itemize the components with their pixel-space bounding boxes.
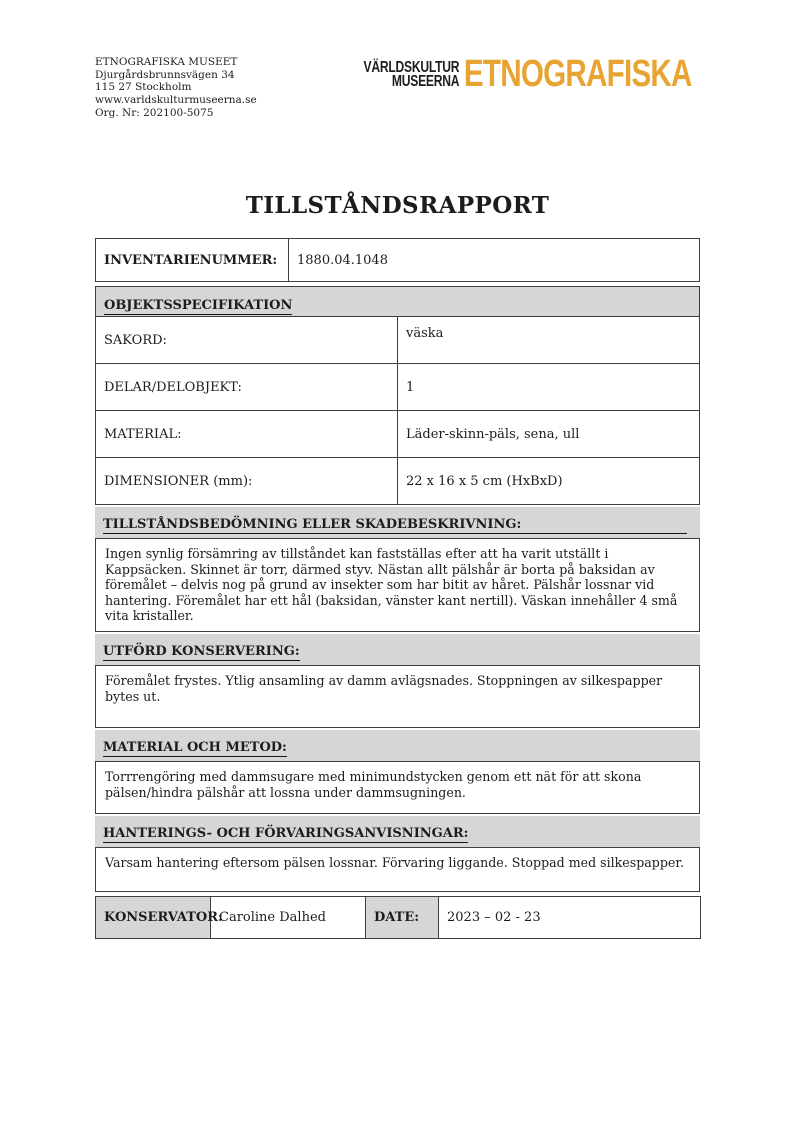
address-line-street: Djurgårdsbrunnsvägen 34: [95, 68, 235, 81]
object-spec-table: [95, 286, 700, 505]
section-handling-body: Varsam hantering eftersom pälsen lossnar. Förvaring liggande. Stoppad med silkespapper.: [95, 847, 700, 892]
spec-row-material: [96, 411, 700, 458]
spec-row-dimensioner: [96, 458, 700, 505]
address-line-city: 115 27 Stockholm: [95, 81, 192, 94]
inventory-label: INVENTARIENUMMER:: [96, 239, 289, 282]
address-line-website: www.varldskulturmuseerna.se: [95, 94, 257, 107]
section-condition: [95, 507, 700, 632]
report-content: [95, 0, 700, 939]
section-condition-header-band: [95, 507, 700, 538]
section-handling: [95, 816, 700, 892]
conservator-label: KONSERVATOR:: [96, 896, 211, 938]
object-spec-header: OBJEKTSSPECIFIKATION: [104, 298, 293, 313]
logo-line-varldskultur: VÄRLDSKULTUR: [363, 59, 460, 76]
spec-label: DIMENSIONER (mm):: [96, 458, 398, 505]
spec-value: 22 x 16 x 5 cm (HxBxD): [398, 458, 700, 505]
object-spec-header-row: [96, 287, 700, 317]
logo-line-museerna: MUSEERNA: [392, 73, 460, 90]
spec-label: SAKORD:: [96, 317, 398, 364]
inventory-row: [96, 239, 700, 282]
section-material-method-header: MATERIAL OCH METOD:: [103, 739, 287, 755]
museum-logo: [363, 53, 692, 95]
conservator-value: Caroline Dalhed: [211, 896, 366, 938]
section-material-method: [95, 730, 700, 814]
section-conservation: [95, 634, 700, 728]
page-title: TILLSTÅNDSRAPPORT: [245, 192, 550, 219]
address-line-museum: ETNOGRAFISKA MUSEET: [95, 56, 238, 68]
signature-table: [95, 896, 701, 939]
logo-wordmark-etnografiska: ETNOGRAFISKA: [464, 53, 692, 95]
letterhead: [95, 0, 700, 152]
section-handling-header: HANTERINGS- OCH FÖRVARINGSANVISNINGAR:: [103, 825, 469, 841]
section-condition-header: TILLSTÅNDSBEDÖMNING ELLER SKADEBESKRIVNING:: [103, 517, 687, 534]
section-conservation-body: Föremålet frystes. Ytlig ansamling av damm avlägsnades. Stoppningen av silkespapper bytes ut.: [95, 665, 700, 728]
section-material-method-header-band: [95, 730, 700, 761]
section-conservation-header-band: [95, 634, 700, 665]
section-condition-body: Ingen synlig försämring av tillståndet kan fastställas efter att ha varit utställt i Kappsäcken. Skinnet är torr, därmed styv. Nästan allt pälshår är borta på baksidan av föremålet – delvis nog på grund av insekter som har bitit av håret. Pälshår lossnar vid hantering. Föremålet har ett hål (baksidan, vänster kant nertill). Väskan innehåller 4 små vita kristaller.: [95, 538, 700, 632]
signature-row: [96, 896, 701, 938]
date-value: 2023 – 02 - 23: [439, 896, 701, 938]
spec-row-sakord: [96, 317, 700, 364]
date-label: DATE:: [366, 896, 439, 938]
section-handling-header-band: [95, 816, 700, 847]
inventory-value: 1880.04.1048: [289, 239, 700, 282]
section-conservation-header: UTFÖRD KONSERVERING:: [103, 643, 300, 659]
spec-label: DELAR/DELOBJEKT:: [96, 364, 398, 411]
spec-value: 1: [398, 364, 700, 411]
inventory-table: [95, 238, 700, 282]
section-material-method-body: Torrrengöring med dammsugare med minimundstycken genom ett nät för att skona pälsen/hindra pälshår att lossna under dammsugningen.: [95, 761, 700, 814]
object-spec-header-cell: [96, 287, 700, 317]
spec-value: väska: [398, 317, 700, 364]
address-line-orgnr: Org. Nr: 202100-5075: [95, 106, 214, 119]
spec-value: Läder-skinn-päls, sena, ull: [398, 411, 700, 458]
logo-text-varldskultur-museerna: [364, 61, 460, 89]
spec-label: MATERIAL:: [96, 411, 398, 458]
spec-row-delar: [96, 364, 700, 411]
